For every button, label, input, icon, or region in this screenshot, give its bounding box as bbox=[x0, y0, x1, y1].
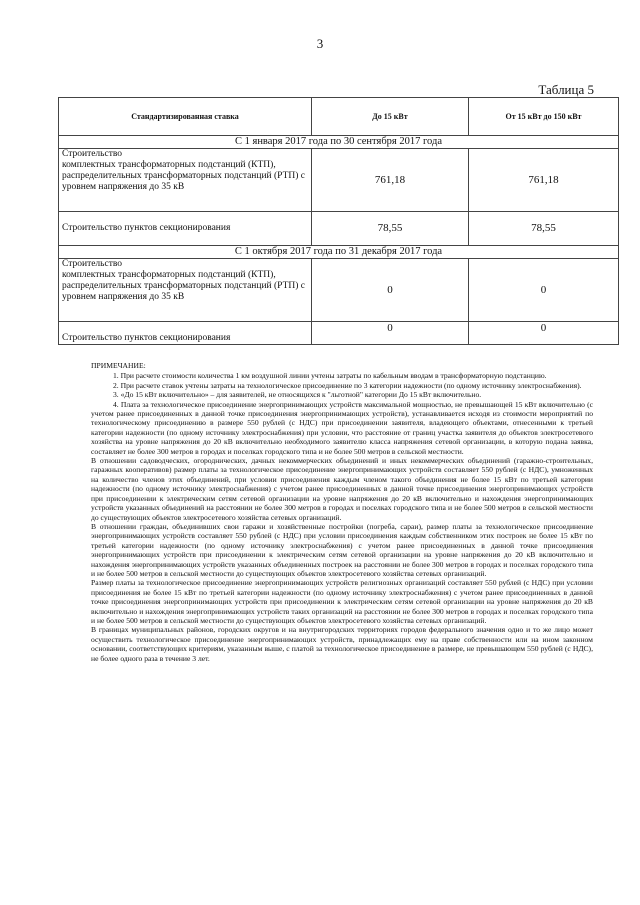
note-paragraph: Размер платы за технологическое присоединение энергопринимающих устройств религиозных организаций составляет 550 рублей (с НДС) при условии присоединения не более 15 кВт по третьей категории надежности (по одному источнику электроснабжения) с учетом ранее присоединенных в данной точке присоединения энергопринимающих устройств при присоединении к электрическим сетям сетевой организации на уровне напряжения до 20 кВ включительно и нахождения энергопринимающих устройств таких организаций на расстоянии не более 300 метров в городах и поселках городского типа и не более 500 метров в сельской местности до существующих объектов электросетевого хозяйства сетевых организаций. bbox=[91, 578, 593, 625]
header-15-150kw: От 15 кВт до 150 кВт bbox=[469, 98, 619, 136]
page-number: 3 bbox=[316, 36, 324, 51]
rate-upto-15kw: 0 bbox=[312, 259, 469, 322]
note-item: 4. Плата за технологическое присоединение энергопринимающих устройств максимальной мощностью, не превышающей 15 кВт включительно (с учетом ранее присоединенных в данной точке присоединения энергопринимающих устройств), устанавливается исходя из стоимости мероприятий по технологическому присоединению в размере 550 рублей (с НДС) при присоединении заявителя, владеющего объектами, отнесенными к третьей категории надежности (по одному источнику электроснабжения) при условии, что расстояние от границ участка заявителя до объектов электросетевого хозяйства на уровне напряжения до 20 кВ включительно необходимого заявителю класса напряжения сетевой организации, в которую подана заявка, составляет не более 300 метров в городах и поселках городского типа и не более 500 метров в сельской местности. bbox=[91, 399, 593, 456]
table-row bbox=[59, 322, 619, 345]
rate-upto-15kw: 78,55 bbox=[312, 212, 469, 246]
period-label: С 1 октября 2017 года по 31 декабря 2017 года bbox=[59, 246, 619, 259]
rate-15-150kw: 0 bbox=[469, 259, 619, 322]
note-paragraph: В отношении садоводческих, огороднических, дачных некоммерческих объединений и иных некоммерческих объединений (гаражно-строительных, гаражных кооперативов) размер платы за технологическое присоединение энергопринимающих устройств составляет 550 рублей (с НДС), умноженных на количество членов этих объединений, при условии присоединения каждым членом такого объединения не более 15 кВт по третьей категории надежности (по одному источнику электроснабжения) с учетом ранее присоединенных в данной точке присоединения энергопринимающих устройств при присоединении к электрическим сетям сетевой организации на уровне напряжения до 20 кВ включительно и нахождения энергопринимающих устройств указанных объединений на расстоянии не более 300 метров в городах и поселках городского типа и не более 500 метров в сельской местности до существующих объектов электросетевого хозяйства сетевых организаций. bbox=[91, 456, 593, 522]
period-label: С 1 января 2017 года по 30 сентября 2017 года bbox=[59, 136, 619, 149]
note-item: 3. «До 15 кВт включительно» – для заявителей, не относящихся к "льготной" категории До 15 кВт включительно. bbox=[113, 390, 482, 400]
notes-section bbox=[91, 361, 593, 663]
note-paragraph: В отношении граждан, объединивших свои гаражи и хозяйственные постройки (погреба, сараи), размер платы за технологическое присоединение энергопринимающих устройств составляет 550 рублей (с НДС) при условии присоединения каждым собственником этих построек не более 15 кВт по третьей категории надежности (по одному источнику электроснабжения) с учетом ранее присоединенных в данной точке присоединения энергопринимающих устройств при присоединении к электрическим сетям сетевой организации на уровне напряжения до 20 кВ включительно и нахождения энергопринимающих устройств указанных объединенных построек на расстоянии не более 300 метров в городах и поселках городского типа и не более 500 метров в сельской местности до существующих объектов электросетевого хозяйства сетевых организаций. bbox=[91, 521, 593, 578]
table-row bbox=[59, 212, 619, 246]
table-row bbox=[59, 259, 619, 322]
note-paragraph: В границах муниципальных районов, городских округов и на внутригородских территориях городов федерального значения одно и то же лицо может осуществить технологическое присоединение энергопринимающих устройств, принадлежащих ему на праве собственности или на ином законном основании, соответствующих критериям, указанным выше, с платой за технологическое присоединение в размере, не превышающем 550 рублей (с НДС), не более одного раза в течение 3 лет. bbox=[91, 625, 593, 663]
rate-name: Строительство комплектных трансформаторных подстанций (КТП), распределительных трансформаторных подстанций (РТП) с уровнем напряжения до 35 кВ bbox=[59, 149, 312, 212]
table-caption: Таблица 5 bbox=[538, 82, 594, 97]
note-item: 1. При расчете стоимости количества 1 км воздушной линии учтены затраты по кабельным вводам в трансформаторную подстанцию. bbox=[113, 371, 547, 381]
table-header-row bbox=[59, 98, 619, 136]
rate-upto-15kw: 761,18 bbox=[312, 149, 469, 212]
rate-name: Строительство комплектных трансформаторных подстанций (КТП), распределительных трансформаторных подстанций (РТП) с уровнем напряжения до 35 кВ bbox=[59, 259, 312, 322]
notes-title: ПРИМЕЧАНИЕ: bbox=[91, 361, 146, 370]
rate-15-150kw: 761,18 bbox=[469, 149, 619, 212]
note-item: 2. При расчете ставок учтены затраты на технологическое присоединение по 3 категории надежности (по одному источнику электроснабжения). bbox=[113, 380, 582, 390]
rate-15-150kw: 78,55 bbox=[469, 212, 619, 246]
header-upto-15kw: До 15 кВт bbox=[312, 98, 469, 136]
rate-15-150kw: 0 bbox=[469, 322, 619, 345]
rate-upto-15kw: 0 bbox=[312, 322, 469, 345]
rate-name: Строительство пунктов секционирования bbox=[59, 322, 312, 345]
rates-table bbox=[58, 97, 619, 345]
rate-name: Строительство пунктов секционирования bbox=[59, 212, 312, 246]
period-row bbox=[59, 136, 619, 149]
header-rate-name: Стандартизированная ставка bbox=[59, 98, 312, 136]
period-row bbox=[59, 246, 619, 259]
table-row bbox=[59, 149, 619, 212]
